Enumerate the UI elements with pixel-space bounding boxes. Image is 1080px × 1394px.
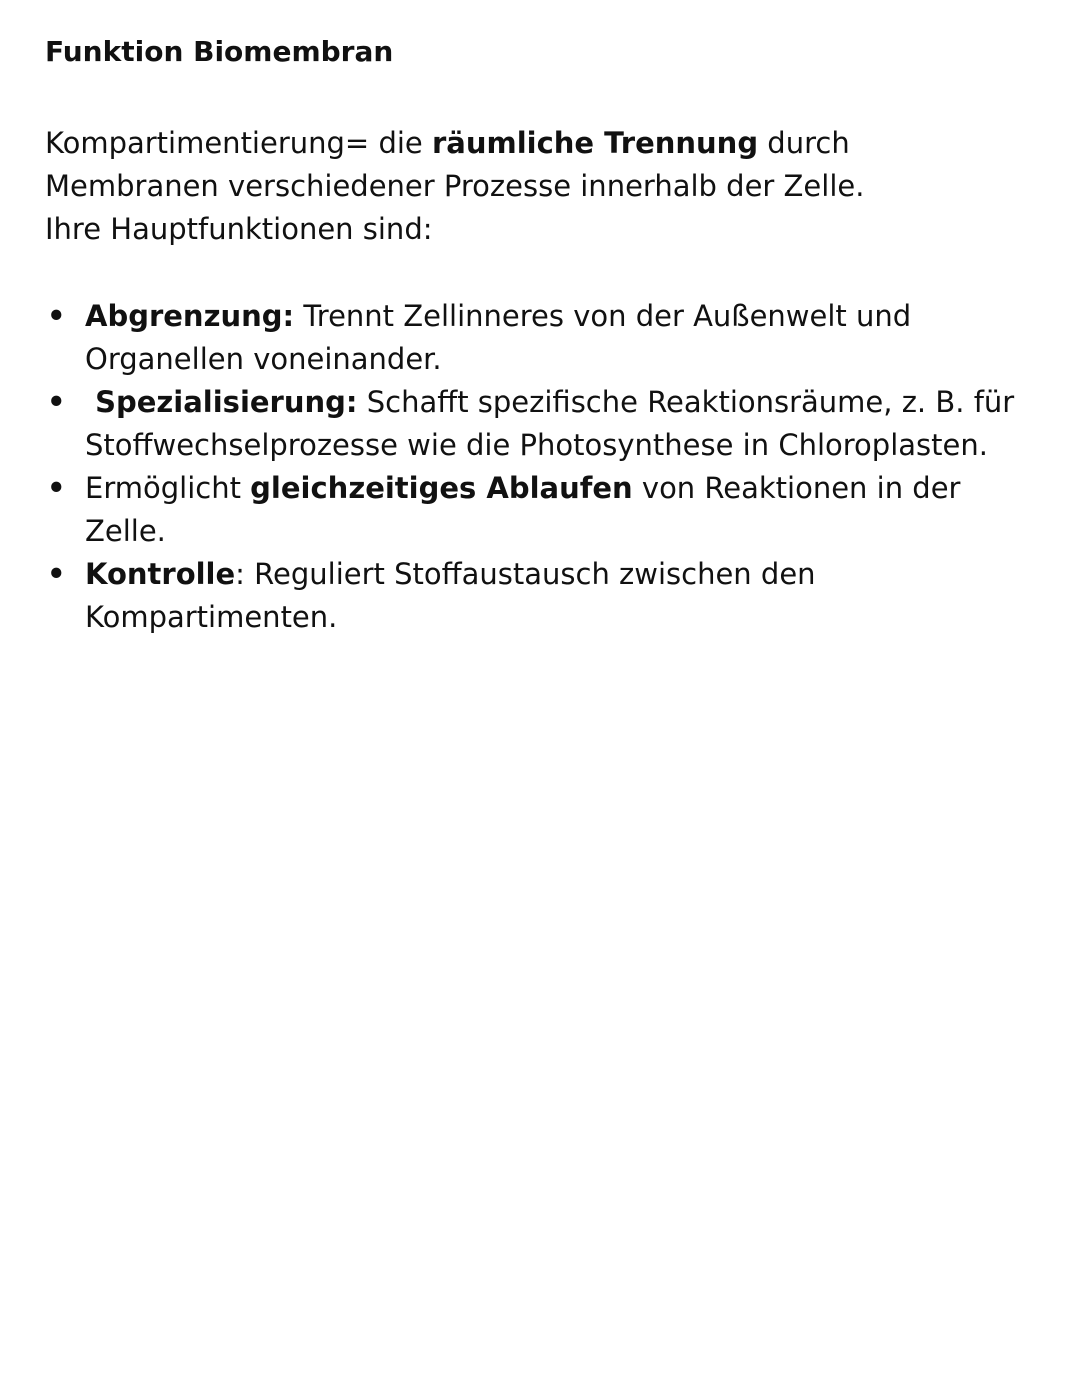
list-item-text: : Reguliert Stoffaustausch zwischen den Kompartimenten. <box>85 557 816 634</box>
list-item-text: Trennt Zellinneres von der Außenwelt und Organellen voneinander. <box>85 299 912 376</box>
list-item-bold: Abgrenzung: <box>85 299 295 333</box>
page-title: Funktion Biomembran <box>45 35 394 68</box>
bullet-icon: • <box>47 471 66 505</box>
intro-paragraph <box>45 122 1030 251</box>
list-item-kontrolle <box>45 553 1035 639</box>
intro-lead: Ihre Hauptfunktionen sind: <box>45 212 433 246</box>
list-item-bold: Kontrolle <box>85 557 236 591</box>
function-list <box>45 295 1035 639</box>
intro-definition <box>45 122 1030 208</box>
intro-term: Kompartimentierung= die <box>45 126 432 160</box>
bullet-icon: • <box>47 299 66 333</box>
list-item-abgrenzung <box>45 295 1035 381</box>
bullet-icon: • <box>47 557 66 591</box>
list-item-spezialisierung <box>45 381 1035 467</box>
intro-emphasis: räumliche Trennung <box>431 126 759 160</box>
intro-rest: durch Membranen verschiedener Prozesse innerhalb der Zelle. <box>45 126 865 203</box>
list-item-gleichzeitig <box>45 467 1035 553</box>
document-page <box>45 30 1035 639</box>
list-item-text: von Reaktionen in der Zelle. <box>85 471 961 548</box>
list-item-text: Schafft spezifische Reaktionsräume, z. B. für Stoffwechselprozesse wie die Photosynthese in Chloroplasten. <box>85 385 1015 462</box>
bullet-icon: • <box>47 385 66 419</box>
list-item-prefix: Ermöglicht <box>85 471 251 505</box>
list-item-bold: gleichzeitiges Ablaufen <box>250 471 633 505</box>
list-item-bold: Spezialisierung: <box>85 385 358 419</box>
